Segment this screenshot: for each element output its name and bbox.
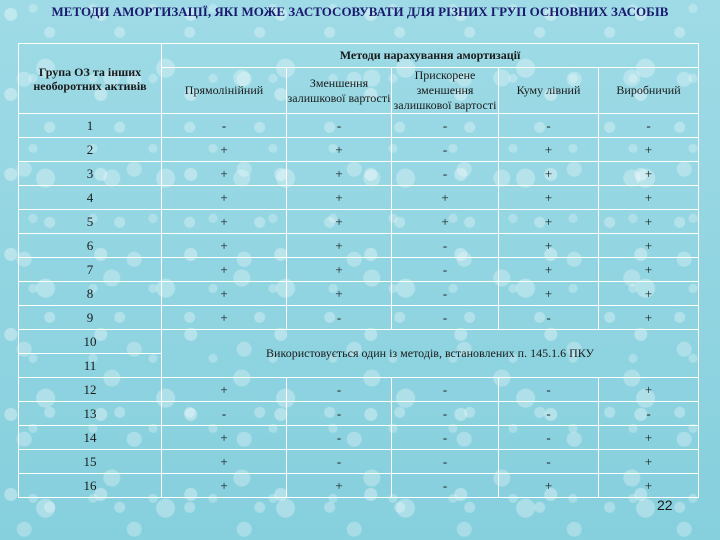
method-mark: -	[392, 162, 499, 186]
method-mark: +	[499, 210, 599, 234]
header-row	[19, 44, 699, 68]
table-row	[19, 282, 699, 306]
table-row	[19, 186, 699, 210]
amortization-methods-table	[18, 43, 699, 498]
table-row	[19, 330, 699, 354]
method-mark: -	[392, 378, 499, 402]
method-mark: -	[392, 114, 499, 138]
method-mark: -	[392, 258, 499, 282]
method-mark: +	[599, 450, 699, 474]
group-column-header: Група ОЗ та інших необоротних активів	[19, 44, 162, 114]
method-mark: -	[499, 426, 599, 450]
group-number: 15	[19, 450, 162, 474]
method-mark: +	[599, 258, 699, 282]
method-mark: +	[287, 282, 392, 306]
group-number: 16	[19, 474, 162, 498]
method-mark: -	[392, 282, 499, 306]
group-number: 14	[19, 426, 162, 450]
method-mark: -	[499, 402, 599, 426]
method-mark: +	[499, 138, 599, 162]
group-number: 13	[19, 402, 162, 426]
method-mark: +	[287, 234, 392, 258]
method-mark: +	[599, 282, 699, 306]
method-mark: +	[599, 306, 699, 330]
group-number: 9	[19, 306, 162, 330]
method-mark: -	[499, 450, 599, 474]
method-mark: -	[599, 114, 699, 138]
table-row	[19, 474, 699, 498]
method-mark: -	[287, 402, 392, 426]
column-header-cumulative: Куму лівний	[499, 68, 599, 114]
method-mark: -	[287, 378, 392, 402]
table-row	[19, 162, 699, 186]
method-mark: -	[499, 306, 599, 330]
method-mark: +	[162, 474, 287, 498]
table-row	[19, 378, 699, 402]
method-mark: -	[162, 114, 287, 138]
method-mark: +	[162, 162, 287, 186]
page-number: 22	[657, 497, 673, 513]
method-mark: -	[287, 114, 392, 138]
method-mark: +	[287, 258, 392, 282]
method-mark: -	[287, 306, 392, 330]
group-number: 1	[19, 114, 162, 138]
method-mark: +	[162, 210, 287, 234]
method-mark: -	[499, 378, 599, 402]
method-mark: +	[162, 282, 287, 306]
table-row	[19, 138, 699, 162]
method-mark: +	[162, 378, 287, 402]
column-header-accelerated-reducing-balance: Прискорене зменшення залишкової вартості	[392, 68, 499, 114]
method-mark: +	[499, 282, 599, 306]
table-row	[19, 258, 699, 282]
method-mark: +	[287, 210, 392, 234]
page-title: МЕТОДИ АМОРТИЗАЦІЇ, ЯКІ МОЖЕ ЗАСТОСОВУВАТИ ДЛЯ РІЗНИХ ГРУП ОСНОВНИХ ЗАСОБІВ	[51, 4, 669, 19]
table-row	[19, 234, 699, 258]
method-mark: +	[599, 474, 699, 498]
column-header-straight-line: Прямолінійний	[162, 68, 287, 114]
column-header-reducing-balance: Зменшення залишкової вартості	[287, 68, 392, 114]
method-mark: +	[162, 138, 287, 162]
method-mark: -	[392, 138, 499, 162]
method-mark: -	[392, 402, 499, 426]
table-row	[19, 402, 699, 426]
group-number: 11	[19, 354, 162, 378]
table-row	[19, 306, 699, 330]
method-mark: -	[499, 114, 599, 138]
method-mark: +	[499, 162, 599, 186]
group-number: 2	[19, 138, 162, 162]
method-mark: -	[392, 306, 499, 330]
method-mark: +	[287, 138, 392, 162]
method-mark: +	[162, 306, 287, 330]
table-row	[19, 210, 699, 234]
table-row	[19, 114, 699, 138]
table-row	[19, 450, 699, 474]
method-mark: +	[287, 186, 392, 210]
group-number: 5	[19, 210, 162, 234]
table-note: Використовується один із методів, встановлених п. 145.1.6 ПКУ	[162, 330, 699, 378]
method-mark: +	[599, 186, 699, 210]
group-number: 7	[19, 258, 162, 282]
method-mark: +	[287, 162, 392, 186]
method-mark: +	[392, 210, 499, 234]
method-mark: +	[499, 258, 599, 282]
column-header-production: Виробничий	[599, 68, 699, 114]
method-mark: -	[392, 426, 499, 450]
method-mark: +	[162, 450, 287, 474]
group-number: 8	[19, 282, 162, 306]
method-mark: +	[287, 474, 392, 498]
method-mark: +	[599, 210, 699, 234]
method-mark: -	[599, 402, 699, 426]
method-mark: +	[499, 474, 599, 498]
method-mark: -	[162, 402, 287, 426]
method-mark: +	[599, 162, 699, 186]
method-mark: +	[392, 186, 499, 210]
method-mark: +	[162, 426, 287, 450]
method-mark: +	[162, 258, 287, 282]
method-mark: +	[599, 138, 699, 162]
method-mark: -	[392, 474, 499, 498]
group-number: 6	[19, 234, 162, 258]
method-mark: -	[287, 450, 392, 474]
table-row	[19, 426, 699, 450]
method-mark: -	[287, 426, 392, 450]
method-mark: +	[499, 186, 599, 210]
group-number: 4	[19, 186, 162, 210]
method-mark: +	[162, 186, 287, 210]
methods-header: Методи нарахування амортизації	[162, 44, 699, 68]
method-mark: -	[392, 450, 499, 474]
method-mark: +	[599, 234, 699, 258]
method-mark: +	[599, 426, 699, 450]
method-mark: +	[599, 378, 699, 402]
method-mark: +	[499, 234, 599, 258]
group-number: 3	[19, 162, 162, 186]
group-number: 12	[19, 378, 162, 402]
method-mark: -	[392, 234, 499, 258]
group-number: 10	[19, 330, 162, 354]
method-mark: +	[162, 234, 287, 258]
